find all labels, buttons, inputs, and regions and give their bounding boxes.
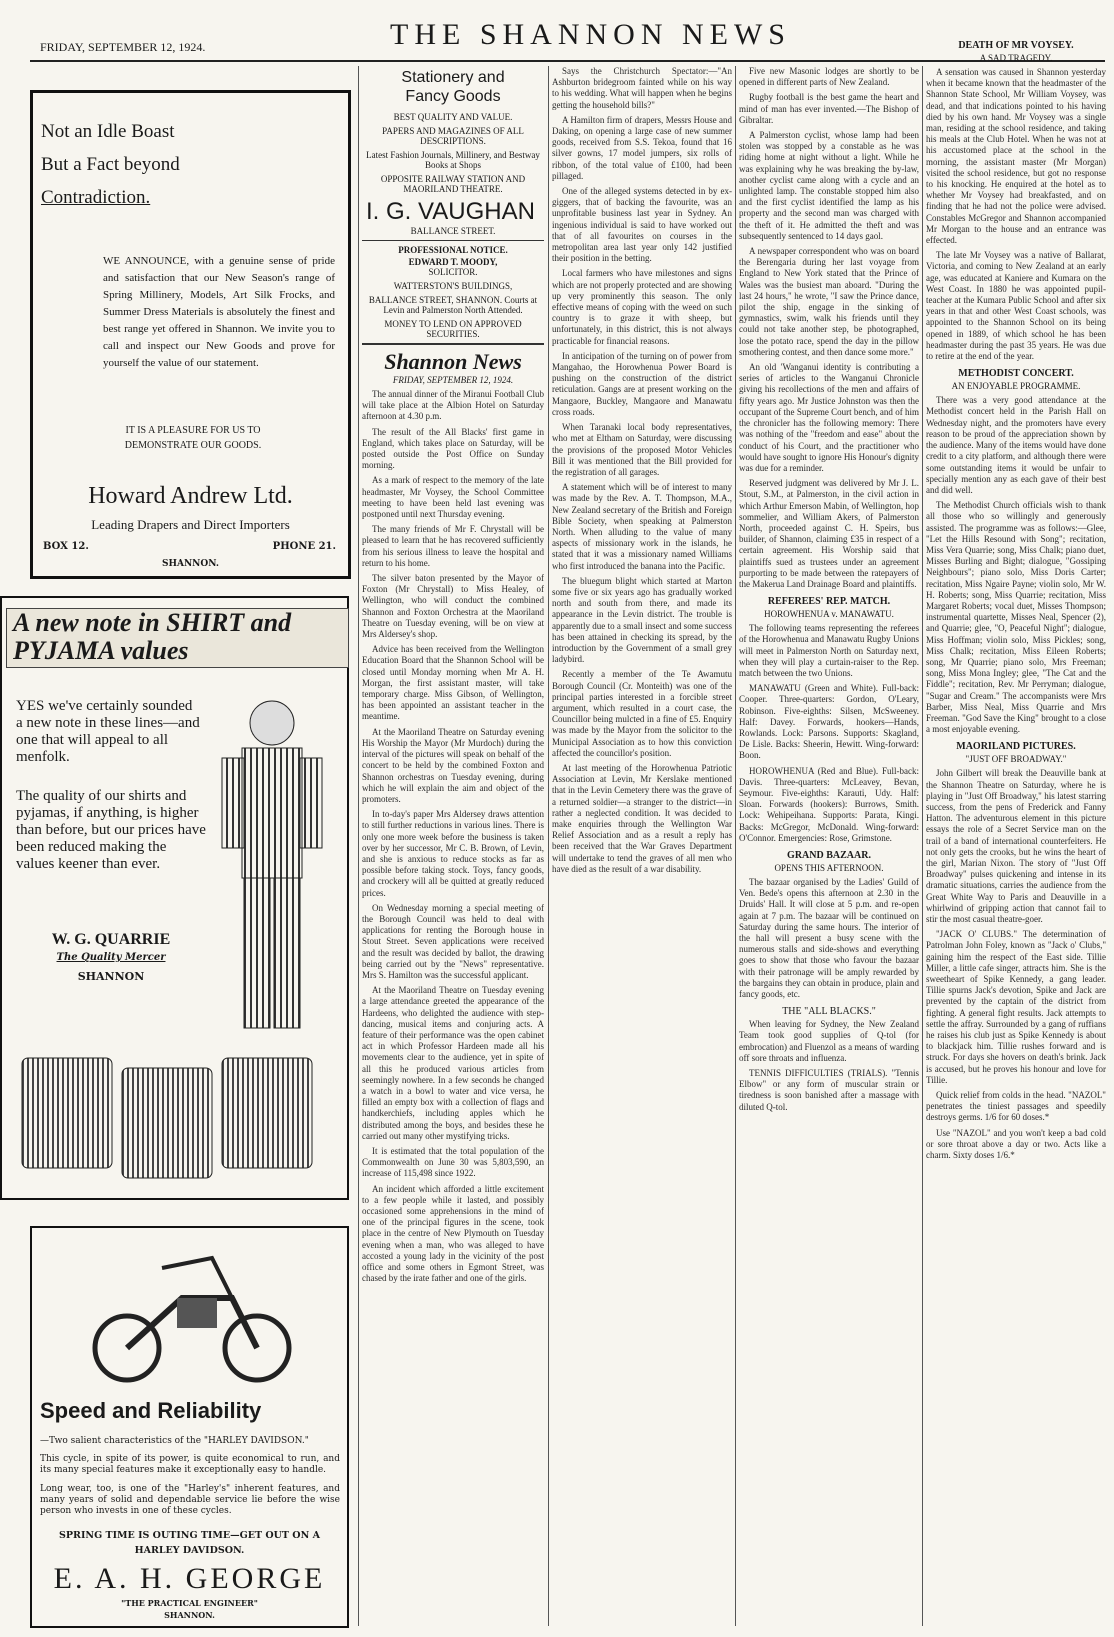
news-item: TENNIS DIFFICULTIES (TRIALS). "Tennis Elbow" or any form of muscular strain or tiredness is soon banished after a massage with diluted Q-tol.	[739, 1068, 919, 1112]
merchant-name: W. G. QUARRIE	[51, 931, 171, 948]
article-subheading: OPENS THIS AFTERNOON.	[774, 863, 884, 873]
news-item: When leaving for Sydney, the New Zealand Team took good supplies of Q-tol (for embrocation) and Fluenzol as a means of warding off sore throats and influenza.	[739, 1019, 919, 1063]
ad-headline: Speed and Reliability	[40, 1398, 262, 1423]
news-item: A Hamilton firm of drapers, Messrs House and Daking, on opening a large case of new summer goods, received from S.S. Tekoa, found that 16 silver gowns, 17 model jumpers, six rolls of ribbon, of the total value of £100, had been pillaged.	[552, 114, 732, 181]
news-item: The Methodist Church officials wish to thank all those who so willingly and generously assisted. The programme was as follows:—Glee, "Let the Hills Resound with Song"; recitation, Miss Vera Quarrie; song, Miss Chalk; piano duet, Misses Burling and Bight; dialogue, "Gossiping Neighbours"; piano solo, Miss Doris Carter; recitation, Miss Ngaire Payne; violin solo, Mr W. H. Roberts; song, Miss Quarrie; recitation, Miss Margaret Roberts; vocal duet, Misses Thompson; instrumental quartette, Misses Neal, Spencer (2), and Quarrie; glee, "O, Peaceful Night"; dialogue, Miss Hoffman; violin solo, Miss Pickles; song, Miss Chalk; recitation, Miss Eileen Roberts; song, Mr Quarrie; piano solo, Mrs Freeman; song, Miss Mona Ingley; glee, "The Cat and the Fiddle"; recitation, Rev. Mr Perryman; dialogue, "Sugar and Cream." The accompanists were Mrs Barber, Miss Neal, Miss Quarrie and Mrs Freeman. "God Save the King" brought to a close a most enjoyable evening.	[926, 500, 1106, 735]
ad-body: WE ANNOUNCE, with a genuine sense of pride and satisfaction that our New Season's range of Spring Millinery, Models, Art Silk Frocks, and Summer Dress Materials is absolutely the finest and best range yet offered in Shannon. We invite you to call and inspect our New Goods and prove for yourself the value of our statement.	[103, 255, 335, 369]
vaughan-line-1: BEST QUALITY AND VALUE.	[393, 112, 513, 122]
ad-headline-2: But a Fact beyond	[41, 154, 180, 175]
news-item: Recently a member of the Te Awamutu Borough Council (Cr. Monteith) was one of the principal parties interested in a forcible street argument, which resulted in a court case, the Councillor being mulcted in a fine of £5. Enquiry was made by the Mayor from the solicitor to the Municipal Association as to how this conviction affected the councillor's position.	[552, 669, 732, 758]
motorcycle-illustration	[82, 1238, 302, 1388]
column-divider	[922, 66, 923, 1626]
column-divider	[735, 66, 736, 1626]
vaughan-headline-2: Fancy Goods	[405, 88, 501, 105]
news-item: The bazaar organised by the Ladies' Guild of Ven. Bede's opens this afternoon at 2.30 in the Druids' Hall. It will close at 5 p.m. and re-open again at 7 p.m. The bazaar will be continued on Saturday during the same hours. The interior of the hall will present a busy scene with the numerous stalls and side-shows and everything goes to show that those who favour the bazaar with their patronage will be amply rewarded by the bargains they can obtain in produce, plain and fancy goods, etc.	[739, 877, 919, 1000]
column-4	[739, 66, 919, 1626]
news-item: A Palmerston cyclist, whose lamp had been stolen was stopped by a constable as he was riding home at night without a light. While he was explaining why he was breaking the by-law, another cyclist came along with a cycle and an unlighted lamp. The constable stopped him also and the first cyclist identified the lamp as his property and the second man was charged with the theft of it. He admitted the theft and was subsequently sentenced to 14 days gaol.	[739, 130, 919, 241]
quarrie-ad	[0, 596, 349, 1200]
paper-flag: Shannon News	[384, 349, 522, 374]
news-item: A newspaper correspondent who was on board the Berengaria during her last voyage from England to New York stated that the Prince of Wales was the busiest man aboard. "During the last 24 hours," he wrote, "I saw the Prince dance, pilot the ship, engage in the sinking of gymnastics, swim, walk his friends until they could not take another step, be photographed, lose the potato race, spend the day in the pillow smothering contest, and then dance some more."	[739, 246, 919, 357]
ad-pleasure: IT IS A PLEASURE FOR US TO DEMONSTRATE OUR GOODS.	[124, 425, 262, 451]
news-item: An incident which afforded a little excitement to a few people while it lasted, and possibly occasioned some apprehensions in the mind of one of the principal figures in the scene, took place in the centre of New Plymouth on Tuesday evening when a man, who was alleged to have accosted a young lady in the vicinity of the post office and some others in Egmont Street, was chased by the irate father and one of the girls.	[362, 1183, 544, 1284]
merchant-title: The Quality Mercer	[56, 952, 166, 963]
moody-address: BALLANCE STREET, SHANNON. Courts at Levin and Palmerston North Attended.	[368, 295, 538, 315]
news-item: Rugby football is the best game the heart and mind of man has ever invented.—The Bishop of Gibraltar.	[739, 92, 919, 125]
ad-slogan: SPRING TIME IS OUTING TIME—GET OUT ON A HARLEY DAVIDSON.	[59, 1530, 320, 1556]
news-item: The result of the All Blacks' first game in England, which takes place on Saturday, will be posted outside the Post Office on Sunday morning.	[362, 426, 544, 471]
news-item: At last meeting of the Horowhenua Patriotic Association at Levin, Mr Kerslake mentioned that in the Levin Cemetery there was the grave of a returned soldier—a stranger to the district—in rather a neglected condition. It was decided to make enquiries through the Wellington War Relief Association and as a result a reply has been received that the War Graves Department will undertake to tend the graves of all men who have died as the result of a war disability.	[552, 762, 732, 874]
team-list: HOROWHENUA (Red and Blue). Full-back: Davis. Three-quarters: McLeavey, Bevan, Seymour. Five-eighths: Karauti, Udy. Half: Sloan. Forwards (hookers): Burrows, Smith. Lock: Wehipeihana. Supports: Parata, Kingi. Backs: McGregor, McDonald. Wing-forward: O'Connor. Emergencies: Rose, Grimstone.	[739, 765, 919, 843]
news-item: As a mark of respect to the memory of the late headmaster, Mr Voysey, the School Committee meeting to have been held last evening was postponed until next Thursday evening.	[362, 475, 544, 520]
news-item: A sensation was caused in Shannon yesterday when it became known that the headmaster of the Shannon State School, Mr William Voysey, was dead, and that indications pointed to his having died by his own hand. Mr Voysey was a single man, residing at the school residence, and taking his meals at the Club Hotel. When he was not at his accustomed place at the school in the morning, the assistant master (Mr Morgan) visited the school residence, but got no response to his knocking. He enquired at the hotel as to whether Mr Voysey had breakfasted, and on finding that he had not the police were advised. Constables McGregor and Shannon accompanied Mr Morgan to the house and an entrance was effected.	[926, 67, 1106, 246]
news-item: One of the alleged systems detected in by ex-giggers, that of backing the favourite, was an unprofitable business last year in Sydney. An ingenious individual is said to have worked out that of all favourites on courses in the metropolitan area last year only 142 justified their position in the betting.	[552, 186, 732, 264]
folded-shirts-illustration	[12, 1038, 332, 1188]
news-item: A statement which will be of interest to many was made by the Rev. A. T. Thompson, M.A., New Zealand secretary of the British and Foreign Bible Society, when speaking at Palmerston North. When alluding to the value of many aspects of missionary work in the islands, he stated that it was a missionary named Williams who first introduced the banana into the Pacific.	[552, 482, 732, 571]
news-item: At the Maoriland Theatre on Tuesday evening a large attendance greeted the appearance of the Hardeens, who delighted the audience with step-dancing, musical items and conjuring acts. A feature of their performance was the open cabinet act in which Professor Hardeen made all his movements clear to the audience, yet in spite of all this he produced various articles from seemingly nowhere. In a few seconds he changed a watch in a bowl to water and vice versa, he filled an empty box with a collection of flags and handkerchiefs, including apples which he distributed among the boys, and besides these he carried out many other mystifying tricks.	[362, 985, 544, 1141]
news-item: Says the Christchurch Spectator:—"An Ashburton bridegroom fainted while on his way to his wedding. What will happen when he begins getting the household bills?"	[552, 66, 732, 110]
news-item: The late Mr Voysey was a native of Ballarat, Victoria, and coming to New Zealand at an early age, was educated at Kaniere and Kumara on the West Coast. In 1880 he was appointed pupil-teacher at the Kumara Public School and after six years in that and other West Coast schools, was appointed to the Shannon School on its being opened in 1889, of which school he has been headmaster during the past 35 years. He was due to retire at the end of the year.	[926, 250, 1106, 362]
moody-heading: PROFESSIONAL NOTICE.	[398, 245, 508, 255]
moody-role: SOLICITOR.	[428, 267, 478, 277]
news-item: In to-day's paper Mrs Aldersey draws attention to still further reductions in various lines. There is only one more week before the business is taken over by her successor, Mr C. B. Brown, of Levin, and she is anxious to reduce stocks as far as possible before taking stock. Toys, fancy goods, and crockery will all be quitted at greatly reduced prices.	[362, 809, 544, 898]
merchant-name: E. A. H. GEORGE	[53, 1562, 326, 1595]
news-item: There was a very good attendance at the Methodist concert held in the Parish Hall on Wednesday night, and the promoters have every reason to be proud of the appreciation shown by the audience. Many of the items would have done credit to a city platform, and although there were some outstanding items it would be unfair to specially mention any as each gave of their best and did well.	[926, 395, 1106, 495]
news-item: Use "NAZOL" and you won't keep a bad cold or sore throat above a day or two. Acts like a charm. Sixty doses 1/6.*	[926, 1127, 1106, 1161]
news-item: Reserved judgment was delivered by Mr J. L. Stout, S.M., at Palmerston, in the civil action in which Arthur Emerson Mabin, of Wellington, hop sommelier, and William Akers, of Palmerston North, proceeded against C. H. Speirs, bus builder, of Shannon, claiming £35 in respect of a certain agreement. His Worship said that plaintiffs sued as trustees under an agreement purporting to be made between the ratepayers of the Makerua Land Drainage Board and plaintiffs.	[739, 478, 919, 589]
news-item: The following teams representing the referees of the Horowhenua and Manawatu Rugby Unions will meet in Palmerston North on Saturday next, when they will play a curtain-raiser to the Rep. match between the two Unions.	[739, 623, 919, 678]
man-in-pyjamas-illustration	[202, 688, 337, 1048]
column-divider	[548, 66, 549, 1626]
vaughan-street: BALLANCE STREET.	[410, 226, 496, 236]
news-item: "JACK O' CLUBS." The determination of Patrolman John Foley, known as "Jack o' Clubs," gaining him the respect of the East side. Tillie Miller, a little cafe singer, attracts him. She is the sweetheart of Spike Kennedy, a gang leader. Tillie spurns Jack's devotion, Spike and Jack are prevented by the captain of the district from fighting. A general fight results. Jack attempts to settle the affray. Surrounded by a gang of ruffians he raises his club just as Spike Kennedy is about to blackjack him. Tillie rushes forward and is struck. For days she hovers on death's brink. Jack is accused, but he proves his honour and love for Tillie.	[926, 929, 1106, 1085]
news-item: Local farmers who have milestones and signs which are not properly protected and are showing up very prominently this season. The only effective means of coping with the weed on such country is to graze it with sheep, but unfortunately, in this district, this is not always practicable for financial reasons.	[552, 268, 732, 346]
george-harley-ad	[30, 1226, 349, 1628]
article-subheading: A SAD TRAGEDY.	[979, 53, 1053, 63]
article-heading: MAORILAND PICTURES.	[956, 741, 1076, 753]
column-5	[926, 40, 1106, 1630]
news-item: John Gilbert will break the Deauville bank at the Shannon Theatre on Saturday, where he is playing in "Just Off Broadway," his latest starring success, from the pens of Frederick and Fanny Hatton. The adventurous element in this picture essays the role of a Secret Service man on the trail of a band of international counterfeiters. He not only gets the crooks, but he wins the heart of the girl, Marian Nixon. The story of "Just Off Broadway" pulses quickening and intense in its dramatic situations, carries the audience from the Great White Way to Paris and Deauville in a whirlwind of gripping action that cannot fail to stir the most casual theatre-goer.	[926, 768, 1106, 925]
merchant-town: SHANNON.	[164, 1610, 215, 1620]
column-divider	[358, 66, 359, 1626]
ad-paragraph-1: This cycle, in spite of its power, is quite economical to run, and its many special features make it exceptionally easy to handle.	[40, 1454, 340, 1475]
box-number: BOX 12.	[43, 541, 89, 552]
vaughan-line-2: PAPERS AND MAGAZINES OF ALL DESCRIPTIONS.	[382, 126, 524, 146]
masthead-title: THE SHANNON NEWS	[390, 18, 791, 51]
ad-banner: A new note in SHIRT and PYJAMA values	[6, 608, 349, 668]
article-subheading: HOROWHENUA v. MANAWATU.	[764, 609, 894, 620]
vaughan-line-3: Latest Fashion Journals, Millinery, and Bestway Books at Shops	[366, 150, 540, 170]
team-list: MANAWATU (Green and White). Full-back: Cooper. Three-quarters: Gordon, O'Leary, Robinson. Five-eighths: Silsen, McSweeney. Half: Davey. Forwards, hookers—Hands, Rowlands. Lock: Parsons. Supports: Skagland, De Lisle. Backs: Sheerin, Hewitt. Wing-forward: Boon.	[739, 683, 919, 761]
news-item: An old 'Wanganui identity is contributing a series of articles to the Wanganui Chronicle giving his recollections of the men and affairs of fifty years ago. Mr Justice Johnston was then the occupant of the Supreme Court bench, and of him the chronicler has the following memory: There was nothing of the "freedom and ease" about the conduct of his Court, and the practitioner who would have sought to ignore His Honour's dignity was due for a reminder.	[739, 362, 919, 473]
vaughan-name: I. G. VAUGHAN	[366, 198, 535, 225]
ad-paragraph-2: Long wear, too, is one of the "Harley's" inherent features, and many years of solid and dependable service lie before the wise person who invests in one of these cycles.	[40, 1484, 340, 1516]
column-3	[552, 66, 732, 1626]
ad-headline-1: Not an Idle Boast	[41, 121, 175, 142]
dateline: FRIDAY, SEPTEMBER 12, 1924.	[392, 375, 514, 385]
vaughan-line-4: OPPOSITE RAILWAY STATION AND MAORILAND THEATRE.	[380, 174, 526, 194]
news-item: The annual dinner of the Miranui Football Club will take place at the Albion Hotel on Saturday afternoon at 4.30 p.m.	[362, 389, 544, 422]
column-2	[362, 66, 544, 1626]
news-item: When Taranaki local body representatives, who met at Eltham on Saturday, were discussing the provisions of the proposed Motor Vehicles Bill it was mentioned that the Bill provided for the registration of all garages.	[552, 422, 732, 477]
news-item: The bluegum blight which started at Marton some five or six years ago has gradually worked north and south from there, and made its appearance in the Levin district. The trouble is apparently due to a small insect and some success has been attained in checking its spread, by the introduction by the Government of a small grey ladybird.	[552, 575, 732, 665]
moody-building: WATTERSTON'S BUILDINGS,	[393, 281, 513, 291]
news-item: At the Maoriland Theatre on Saturday evening His Worship the Mayor (Mr Murdoch) during the interval of the pictures will speak on behalf of the concert to be held by the combined Foxton and Shannon orchestras on Tuesday evening, during which he will explain the aim and object of the promoters.	[362, 726, 544, 804]
merchant-title: "THE PRACTICAL ENGINEER"	[121, 1598, 258, 1608]
masthead-date: FRIDAY, SEPTEMBER 12, 1924.	[40, 40, 206, 54]
news-item: Quick relief from colds in the head. "NAZOL" penetrates the tiniest passages and speedily destroys germs. 1/6 for 60 doses.*	[926, 1090, 1106, 1123]
ad-body-1: YES we've certainly sounded a new note in these lines—and one that will appeal to all menfolk.	[16, 698, 200, 765]
company-name: Howard Andrew Ltd.	[88, 483, 293, 509]
howard-andrew-ad	[30, 90, 351, 579]
article-heading: GRAND BAZAAR.	[787, 850, 871, 861]
article-heading: THE "ALL BLACKS."	[782, 1006, 876, 1018]
ad-headline-3: Contradiction.	[41, 187, 151, 208]
news-item: The silver baton presented by the Mayor of Foxton (Mr Chrystall) to Miss Healey, of Wellington, who will conduct the combined Shannon and Foxton Orchestra at the Maoriland Theatre on Tuesday evening, will be on view at Mrs Aldersey's shop.	[362, 573, 544, 640]
news-item: Advice has been received from the Wellington Education Board that the Shannon School will be closed until Monday morning when Mr A. H. Morgan, the first assistant master, will take temporary charge. Miss Gibson, of Wellington, has been appointed an assistant teacher in the meantime.	[362, 644, 544, 722]
article-subheading: "JUST OFF BROADWAY."	[965, 754, 1067, 765]
moody-money: MONEY TO LEND ON APPROVED SECURITIES.	[384, 319, 522, 339]
news-item: On Wednesday morning a special meeting of the Borough Council was held to deal with applications for renting the Borough house in Stout Street. Seven applications were received and the result was decided by ballot, the drawing being carried out by the "News" representative. Mrs S. Hamilton was the successful applicant.	[362, 902, 544, 980]
article-heading: REFEREES' REP. MATCH.	[767, 596, 891, 608]
article-heading: DEATH OF MR VOYSEY.	[958, 40, 1074, 51]
town: SHANNON.	[161, 559, 220, 569]
moody-name: EDWARD T. MOODY,	[408, 257, 498, 267]
company-tagline: Leading Drapers and Direct Importers	[91, 517, 290, 532]
article-heading: METHODIST CONCERT.	[958, 368, 1074, 380]
ad-intro: —Two salient characteristics of the "HARLEY DAVIDSON."	[40, 1436, 309, 1446]
news-item: It is estimated that the total population of the Commonwealth on June 30 was 5,803,590, an increase of 115,498 since 1922.	[362, 1146, 544, 1179]
phone-number: PHONE 21.	[272, 541, 336, 552]
article-subheading: AN ENJOYABLE PROGRAMME.	[951, 381, 1081, 392]
merchant-town: SHANNON	[77, 970, 145, 983]
news-item: The many friends of Mr F. Chrystall will be pleased to learn that he has recovered sufficiently from his serious illness to leave the hospital and return to his home.	[362, 524, 544, 568]
vaughan-headline-1: Stationery and	[401, 69, 505, 86]
news-item: In anticipation of the turning on of power from Mangahao, the Horowhenua Power Board is pushing on the construction of the district reticulation. Gangs are at present working on the Mangaore, Buckley, Mangaore and Manawatu cross roads.	[552, 350, 732, 417]
ad-body-2: The quality of our shirts and pyjamas, if anything, is higher than before, but our prices have been reduced making the values keener than ever.	[16, 788, 206, 872]
news-item: Five new Masonic lodges are shortly to be opened in different parts of New Zealand.	[739, 66, 919, 88]
